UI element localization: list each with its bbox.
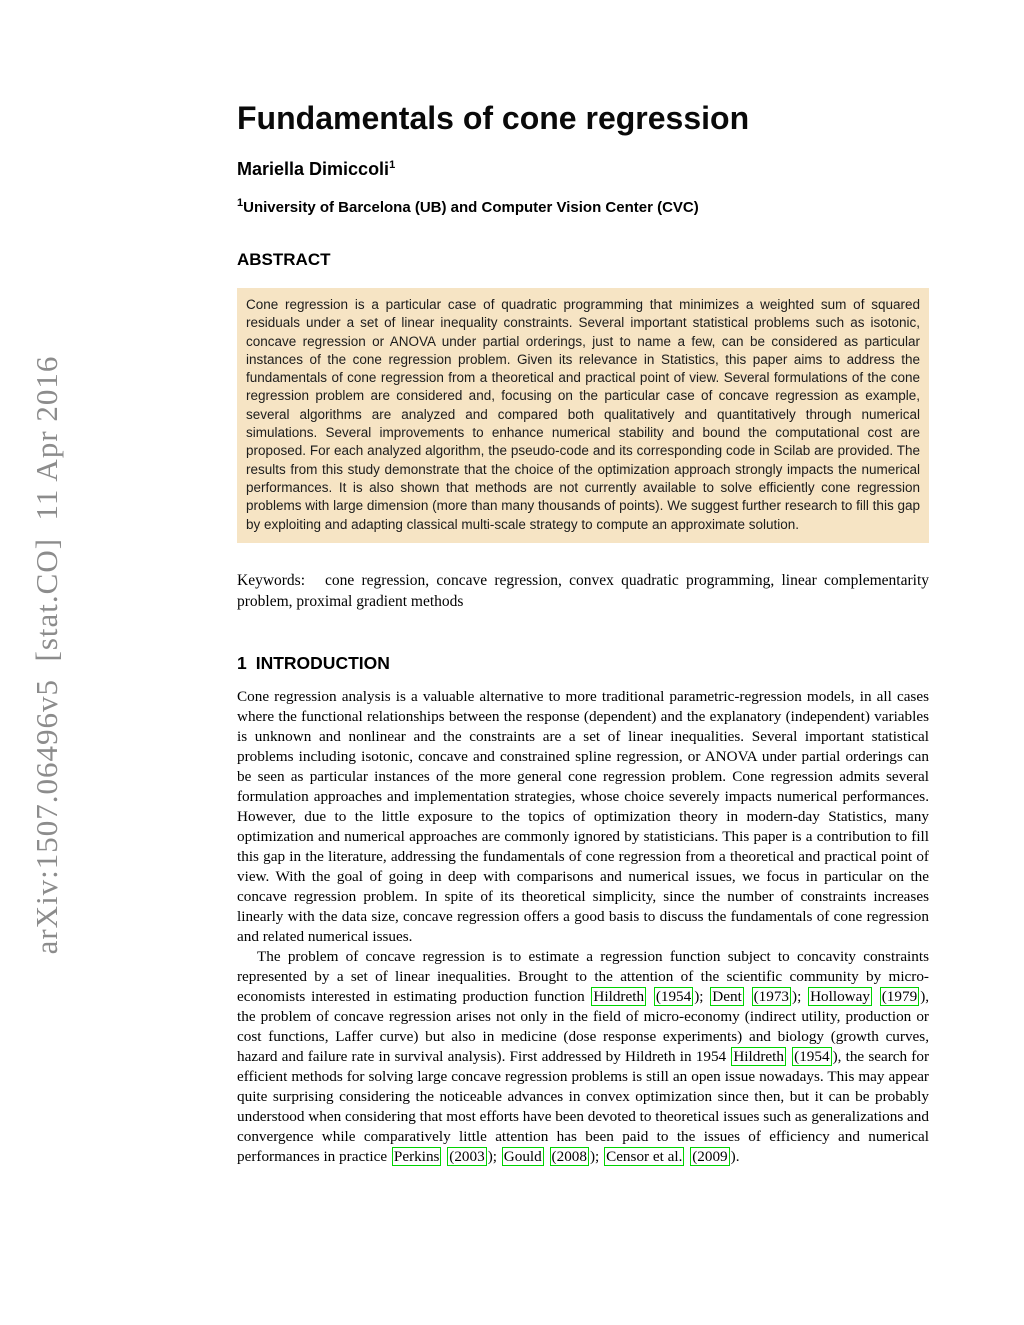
author-name: Mariella Dimiccoli bbox=[237, 159, 390, 179]
citation-link[interactable]: Dent bbox=[712, 987, 742, 1005]
paragraph-text bbox=[787, 1048, 791, 1065]
paragraph-text bbox=[873, 988, 879, 1005]
citation-link[interactable]: (2008 bbox=[551, 1147, 587, 1165]
paper-title: Fundamentals of cone regression bbox=[237, 100, 750, 136]
section-title: INTRODUCTION bbox=[255, 652, 390, 673]
citation-link[interactable]: (1954 bbox=[655, 987, 692, 1005]
keywords-text: cone regression, concave regression, convex quadratic programming, linear complementarity problem, proximal gradient methods bbox=[237, 571, 929, 610]
paragraph-text bbox=[442, 1148, 446, 1165]
paragraph-text: The problem of concave regression is to estimate a regression function subject to concavity constraints represented by a set of linear inequalities. Brought to the attention of the scientific community by micro-economists interested in estimating production function bbox=[237, 947, 929, 1005]
keywords bbox=[237, 570, 929, 612]
citation-link[interactable]: Holloway bbox=[810, 987, 870, 1005]
paragraph-text bbox=[745, 988, 751, 1005]
paragraph-text: ). bbox=[730, 1147, 740, 1165]
citation-link[interactable]: Perkins bbox=[393, 1147, 440, 1165]
paragraph-text bbox=[545, 1148, 549, 1165]
paragraph-text: ); bbox=[792, 987, 808, 1005]
intro-paragraph-2 bbox=[237, 947, 929, 1167]
abstract-box bbox=[237, 288, 929, 543]
citation-link[interactable]: Hildreth bbox=[733, 1047, 784, 1065]
paragraph-text: ), the search for efficient methods for solving large concave regression problems is still an open issue nowadays. This may appear quite surprising considering the noticeable advances in convex optimization since then, but it can be probably understood when considering that most efforts have been devoted to theoretical issues such as generalizations and convergence while comparatively little attention has been paid to the issues of efficiency and numerical performances in practice bbox=[237, 1047, 930, 1165]
keywords-label: Keywords: bbox=[237, 571, 306, 589]
paragraph-text: ), the problem of concave regression arises not only in the field of micro-economy (indirect utility, production or cost functions, Laffer curve) but also in medicine (dose response experiments) and biology (growth curves, hazard and failure rate in survival analysis). First addressed by Hildreth in 1954 bbox=[237, 987, 930, 1065]
citation-link[interactable]: (1979 bbox=[881, 987, 918, 1005]
affiliation-footnote-marker: 1 bbox=[237, 197, 244, 209]
citation-link[interactable]: (1954 bbox=[794, 1047, 830, 1065]
abstract-heading: ABSTRACT bbox=[237, 250, 331, 269]
citation-link[interactable]: Gould bbox=[503, 1147, 542, 1165]
section-number: 1 bbox=[237, 652, 247, 673]
citation-link[interactable]: (2003 bbox=[449, 1147, 485, 1165]
citation-link[interactable]: (1973 bbox=[753, 987, 790, 1005]
affiliation-text: University of Barcelona (UB) and Computer Vision Center (CVC) bbox=[243, 199, 699, 216]
author-footnote-marker: 1 bbox=[389, 159, 396, 171]
citation-link[interactable]: Censor et al. bbox=[606, 1147, 683, 1165]
section-heading-introduction bbox=[237, 652, 929, 674]
paragraph-text bbox=[685, 1148, 689, 1165]
citation-link[interactable]: Hildreth bbox=[593, 987, 645, 1005]
intro-paragraph-1: Cone regression analysis is a valuable alternative to more traditional parametric-regression models, in all cases where the functional relationships between the response (dependent) and the explanatory (independent) variables is unknown and nonlinear and the constraints are a set of linear inequalities. Several important statistical problems including isotonic, concave and constrained spline regression, or ANOVA under partial orderings can be seen as particular instances of the more general cone regression problem. Cone regression admits several formulation approaches and implementation strategies, whose choice severely impacts numerical performances. However, due to the little exposure to the topics of optimization theory in modern-day Statistics, many optimization and numerical approaches are commonly ignored by statisticians. This paper is a contribution to fill this gap in the literature, addressing the fundamentals of cone regression from a theoretical and practical point of view. With the goal of going in deep with comparisons and numerical issues, we focus in particular on the concave regression problem. In spite of its theoretical simplicity, since the number of constraints increases linearly with the data size, concave regression offers a good basis to discuss the fundamentals of cone regression and related numerical issues. bbox=[237, 687, 929, 945]
arxiv-watermark: arXiv:1507.06496v5 [stat.CO] 11 Apr 2016 bbox=[29, 355, 64, 955]
author-line bbox=[237, 157, 929, 181]
affiliation-line bbox=[237, 198, 929, 218]
abstract-text: Cone regression is a particular case of quadratic programming that minimizes a weighted sum of squared residuals under a set of linear inequality constraints. Several important statistical problems such as isotonic, concave regression or ANOVA under partial orderings, just to name a few, can be considered as particular instances of the cone regression problem. Given its relevance in Statistics, this paper aims to address the fundamentals of cone regression from a theoretical and practical point of view. Several formulations of the cone regression problem are considered and, focusing on the particular case of concave regression as example, several algorithms are analyzed and compared both qualitatively and quantitatively through numerical simulations. Several improvements to enhance numerical stability and bound the computational cost are proposed. For each analyzed algorithm, the pseudo-code and its corresponding code in Scilab are provided. The results from this study demonstrate that the choice of the optimization approach strongly impacts the numerical performances. It is also shown that methods are not currently available to solve efficiently cone regression problems with large dimension (more than many thousands of points). We suggest further research to fill this gap by exploiting and adapting classical multi-scale strategy to compute an approximate solution. bbox=[246, 297, 920, 532]
paragraph-text: ); bbox=[694, 987, 710, 1005]
paragraph-text: ); bbox=[589, 1147, 604, 1165]
paragraph-text: ); bbox=[487, 1147, 501, 1165]
citation-link[interactable]: (2009 bbox=[692, 1147, 728, 1165]
paragraph-text bbox=[647, 988, 653, 1005]
paper-content-column bbox=[237, 0, 929, 1182]
